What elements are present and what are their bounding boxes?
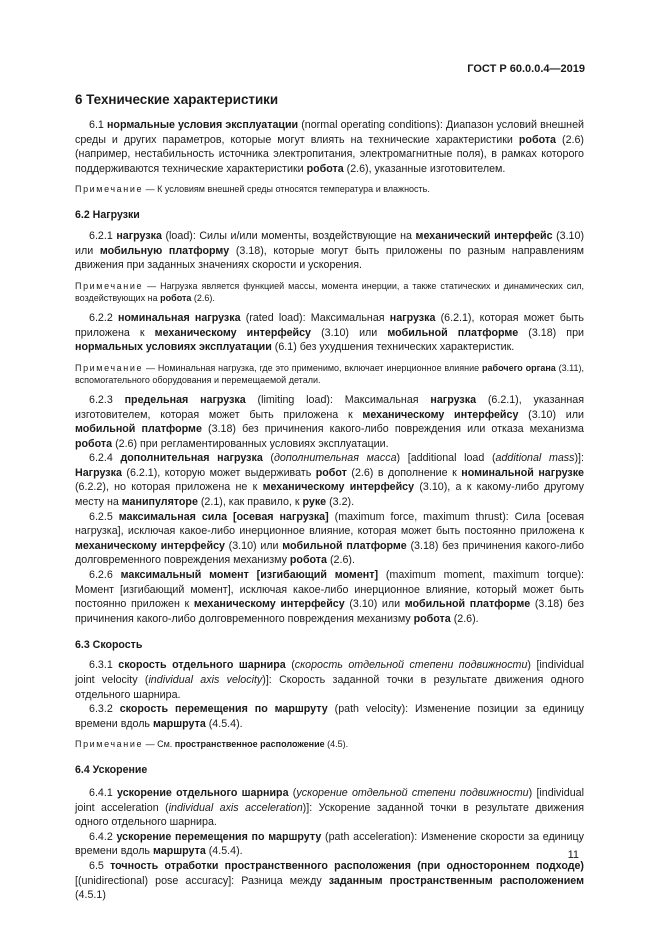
clause-6-4-1: 6.4.1 ускорение отдельного шарнира (ускорение отдельной степени подвижности) [individual joint acceleration (individual axis acceleration)]: Ускорение заданной точки в результате движения одного отдельного шарнира. xyxy=(75,786,585,829)
note-6-3: Примечание — См. пространственное расположение (4.5). xyxy=(75,739,349,750)
clause-6-2-6: 6.2.6 максимальный момент [изгибающий момент] (maximum moment, maximum torque): Момент [изгибающий момент], исключая какое-либо инерционное влияние, который может быть постоянно приложен к механическому интерфейсу (3.10) или мобильной платформе (3.18) без причинения какого-либо долговременного повреждения механизму робота (2.6). xyxy=(75,569,585,625)
document-id: ГОСТ Р 60.0.0.4—2019 xyxy=(467,63,585,75)
clause-6-1: 6.1 нормальные условия эксплуатации (normal operating conditions): Диапазон условий внешней среды и других параметров, которые могут влиять на технические характеристики робота (2.6) (например, нестабильность источника электропитания, электромагнитные поля), в рамках которого поддерживаются технические характеристики робота (2.6), указанные изготовителем. xyxy=(75,119,584,175)
clause-6-2-2: 6.2.2 номинальная нагрузка (rated load): Максимальная нагрузка (6.2.1), которая может быть приложена к механическому интерфейсу (3.10) или мобильной платформе (3.18) при нормальных условиях эксплуатации (6.1) без ухудшения технических характеристик. xyxy=(75,311,585,354)
section-6-3-title: 6.3 Скорость xyxy=(75,639,143,652)
clause-6-3-2: 6.3.2 скорость перемещения по маршруту (path velocity): Изменение позиции за единицу времени вдоль маршрута (4.5.4). xyxy=(75,703,585,730)
section-6-2-title: 6.2 Нагрузки xyxy=(75,208,140,221)
clause-6-2-3: 6.2.3 предельная нагрузка (limiting load): Максимальная нагрузка (6.2.1), указанная изготовителем, которая может быть приложена к механическому интерфейсу (3.10) или мобильной платформе (3.18) без причинения какого-либо повреждения или отказа механизма робота (2.6) при регламентированных условиях эксплуатации. xyxy=(75,393,585,450)
clause-6-4-2: 6.4.2 ускорение перемещения по маршруту (path acceleration): Изменение скорости за единицу времени вдоль маршрута (4.5.4). xyxy=(75,830,584,858)
section-6-4-title: 6.4 Ускорение xyxy=(75,763,148,776)
clause-6-5: 6.5 точность отработки пространственного расположения (при одностороннем подходе) [(unidirectional) pose accuracy]: Разница между заданным пространственным расположением (4.5.1) xyxy=(75,859,584,902)
section-6-title: 6 Технические характеристики xyxy=(75,92,279,107)
note-6-1: Примечание — К условиям внешней среды относятся температура и влажность. xyxy=(75,184,430,195)
clause-6-3-1: 6.3.1 скорость отдельного шарнира (скорость отдельной степени подвижности) [individual joint velocity (individual axis velocity)]: Скорость заданной точки в результате движения одного отдельного шарнира. xyxy=(75,659,584,701)
page-number: 11 xyxy=(567,849,579,861)
clause-6-2-1: 6.2.1 нагрузка (load): Силы и/или моменты, воздействующие на механический интерфейс (3.10) или мобильную платформу (3.18), которые могут быть приложены по разным направлениям движения при заданных значениях скорости и ускорения. xyxy=(75,229,584,272)
clause-6-2-5: 6.2.5 максимальная сила [осевая нагрузка] (maximum force, maximum thrust): Сила [осевая нагрузка], исключая какое-либо инерционное влияние, которая может быть постоянно приложена к механическому интерфейсу (3.10) или мобильной платформе (3.18) без причинения какого-либо долговременного повреждения механизму робота (2.6). xyxy=(75,510,585,567)
page-content xyxy=(75,91,584,903)
note-6-2-1: Примечание — Нагрузка является функцией массы, момента инерции, а также статических и динамических сил, воздействующих на робота (2.6). xyxy=(75,280,584,304)
clause-6-2-4: 6.2.4 дополнительная нагрузка (дополнительная масса) [additional load (additional mass)]: Нагрузка (6.2.1), которую может выдерживать робот (2.6) в дополнение к номинальной нагрузке (6.2.2), но которая приложена не к механическому интерфейсу (3.10), а к какому-либо другому месту на манипуляторе (2.1), как правило, к руке (3.2). xyxy=(75,452,584,509)
note-6-2-2: Примечание — Номинальная нагрузка, где это применимо, включает инерционное влияние рабочего органа (3.11), вспомогательного оборудования и перемещаемой детали. xyxy=(75,362,584,386)
